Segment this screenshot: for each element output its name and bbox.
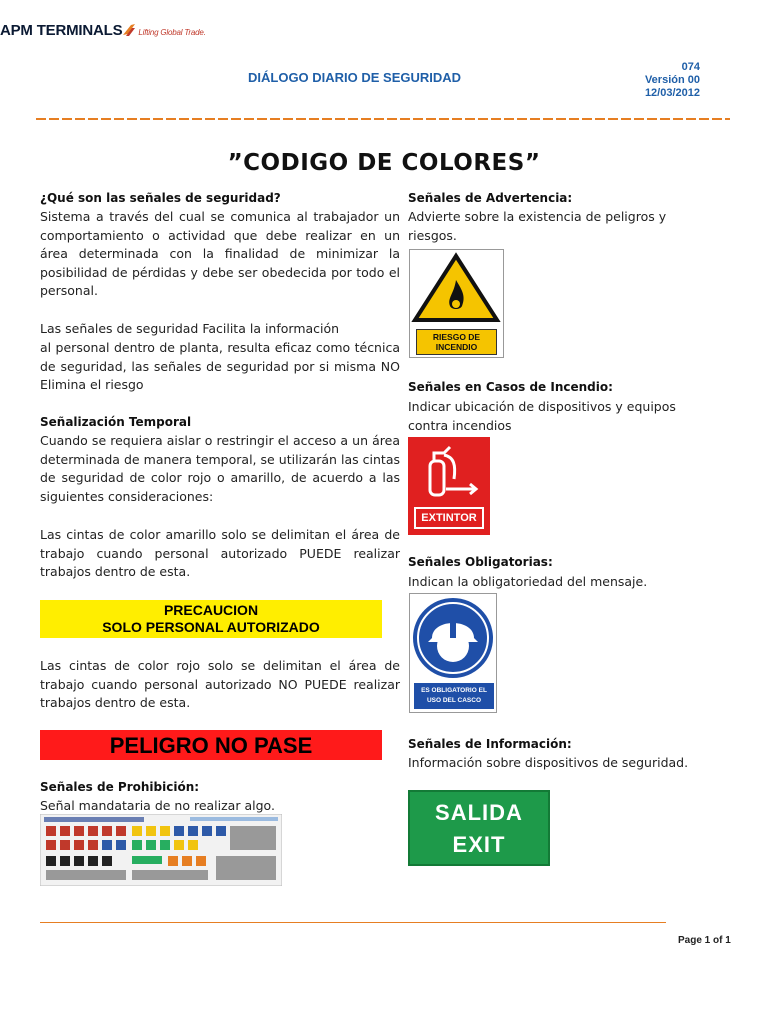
danger-tape-banner: PELIGRO NO PASE [40,730,382,760]
paragraph-incendio: Indicar ubicación de dispositivos y equipos contra incendios [408,399,676,433]
document-version: Versión 00 [644,74,700,86]
logo-tagline: Lifting Global Trade. [138,28,206,37]
caution-line-1: PRECAUCION [163,602,259,618]
paragraph-rojo: Las cintas de color rojo solo se delimitan el área de trabajo cuando personal autorizado NO PUEDE realizar trabajos dentro de esta. [40,658,400,711]
flame-warning-icon [410,250,503,325]
mandatory-helmet-sign-label: ES OBLIGATORIO EL USO DEL CASCO [414,683,494,709]
company-logo [0,22,206,39]
paragraph-amarillo: Las cintas de color amarillo solo se delimitan el área de trabajo cuando personal autorizado PUEDE realizar trabajos dentro de esta. [40,527,400,580]
section-heading-advertencia: Señales de Advertencia: [408,191,573,205]
helmet-icon [410,594,496,680]
paragraph-obligatorias: Indican la obligatoriedad del mensaje. [408,574,648,589]
document-meta [645,61,700,100]
paragraph-temporal: Cuando se requiera aislar o restringir el acceso a un área determinada de manera temporal, se utilizarán las cintas de seguridad de color rojo o amarillo, de acuerdo a las siguientes consideraciones: [40,433,400,504]
page-title: ”CODIGO DE COLORES” [227,150,541,176]
document-date: 12/03/2012 [644,87,700,99]
caution-line-2: SOLO PERSONAL AUTORIZADO [102,619,320,635]
header-divider [36,118,730,120]
extinguisher-sign [408,437,490,535]
fire-risk-sign [409,249,504,358]
exit-sign-salida: SALIDA [435,800,523,825]
fire-extinguisher-icon [410,439,488,505]
paragraph-informacion: Información sobre dispositivos de seguridad. [408,755,689,770]
section-heading-que-son: ¿Qué son las señales de seguridad? [40,191,281,205]
document-number: 074 [681,61,700,73]
fire-risk-sign-label: RIESGO DE INCENDIO [416,329,497,355]
logo-text: APM TERMINALS [0,22,123,39]
extinguisher-sign-label: EXTINTOR [414,507,484,529]
section-heading-prohibicion: Señales de Prohibición: [40,780,200,794]
paragraph-advertencia: Advierte sobre la existencia de peligros y riesgos. [408,209,667,243]
section-heading-incendio: Señales en Casos de Incendio: [408,380,613,394]
exit-sign-exit: EXIT [452,832,506,857]
section-heading-informacion: Señales de Información: [408,737,572,751]
prohibition-signs-chart-image [40,814,282,886]
caution-tape-banner [40,600,382,638]
section-heading-obligatorias: Señales Obligatorias: [408,555,553,569]
paragraph-facilita-1: Las señales de seguridad Facilita la información [40,321,340,336]
page-number: Page 1 of 1 [678,935,731,946]
paragraph-que-son: Sistema a través del cual se comunica al trabajador un comportamiento o actividad que debe realizar en un área determinada con la finalidad de minimizar la posibilidad de pérdidas y debe ser obedecida por todo el personal. [40,209,400,299]
mandatory-helmet-sign [409,593,497,713]
section-heading-temporal: Señalización Temporal [40,415,192,429]
document-title: DIÁLOGO DIARIO DE SEGURIDAD [248,70,462,85]
logo-swoosh-icon [122,23,136,37]
footer-divider [40,922,666,923]
paragraph-facilita-2: al personal dentro de planta, resulta eficaz como técnica de seguridad, las señales de seguridad por si misma NO Elimina el riesgo [40,340,400,393]
exit-sign [408,790,550,866]
paragraph-prohibicion: Señal mandataria de no realizar algo. [40,798,275,813]
